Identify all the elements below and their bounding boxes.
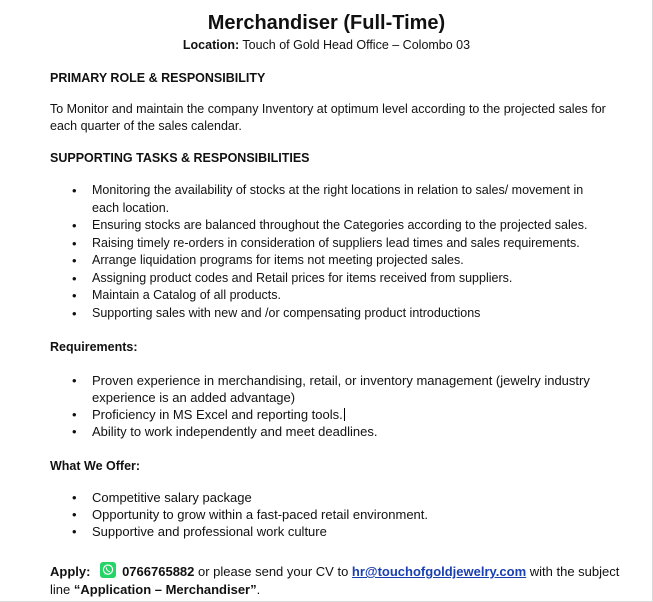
list-item: • Ensuring stocks are balanced throughout the Categories according to the projected sales. [50, 217, 610, 235]
offer-list [50, 489, 610, 540]
apply-text-1: or please send your CV to [194, 564, 352, 579]
apply-label: Apply: [50, 564, 91, 579]
email-link[interactable]: hr@touchofgoldjewelry.com [351, 564, 527, 579]
text-cursor [344, 408, 345, 421]
supporting-tasks-heading: SUPPORTING TASKS & RESPONSIBILITIES [50, 151, 310, 165]
list-item: • Proven experience in merchandising, retail, or inventory management (jewelry industry experience is an added advantage) [50, 372, 610, 406]
supporting-tasks-list [50, 182, 610, 322]
list-item: • Arrange liquidation programs for items not meeting projected sales. [50, 252, 610, 270]
list-item: • Supporting sales with new and /or compensating product introductions [50, 305, 610, 323]
list-item: • Opportunity to grow within a fast-paced retail environment. [50, 506, 610, 523]
list-item: • Competitive salary package [50, 489, 610, 506]
location-line [0, 37, 653, 53]
location-value: Touch of Gold Head Office – Colombo 03 [242, 38, 471, 52]
list-item: • Assigning product codes and Retail prices for items received from suppliers. [50, 270, 610, 288]
list-item: • Maintain a Catalog of all products. [50, 287, 610, 305]
primary-role-heading: PRIMARY ROLE & RESPONSIBILITY [50, 71, 266, 85]
location-label: Location: [182, 38, 240, 52]
apply-line [50, 562, 620, 599]
phone-number: 0766765882 [122, 564, 195, 579]
subject-line: “Application – Merchandiser” [73, 582, 257, 597]
offer-heading: What We Offer: [50, 459, 141, 473]
apply-end: . [256, 582, 261, 597]
page-title: Merchandiser (Full-Time) [207, 12, 446, 34]
requirements-list [50, 372, 610, 440]
apply-text-2: with the subject line [50, 564, 620, 597]
list-item: • Supportive and professional work culture [50, 523, 610, 540]
list-item-text: Proficiency in MS Excel and reporting tools. [92, 407, 343, 422]
requirements-heading: Requirements: [50, 340, 138, 354]
list-item: • Ability to work independently and meet deadlines. [50, 423, 610, 440]
list-item: • Monitoring the availability of stocks at the right locations in relation to sales/ movement in each location. [50, 182, 610, 217]
primary-role-text: To Monitor and maintain the company Inventory at optimum level according to the projected sales for each quarter of the sales calendar. [50, 102, 606, 133]
list-item [50, 406, 610, 423]
list-item: • Raising timely re-orders in consideration of suppliers lead times and sales requirements. [50, 235, 610, 253]
whatsapp-icon[interactable] [100, 562, 116, 578]
